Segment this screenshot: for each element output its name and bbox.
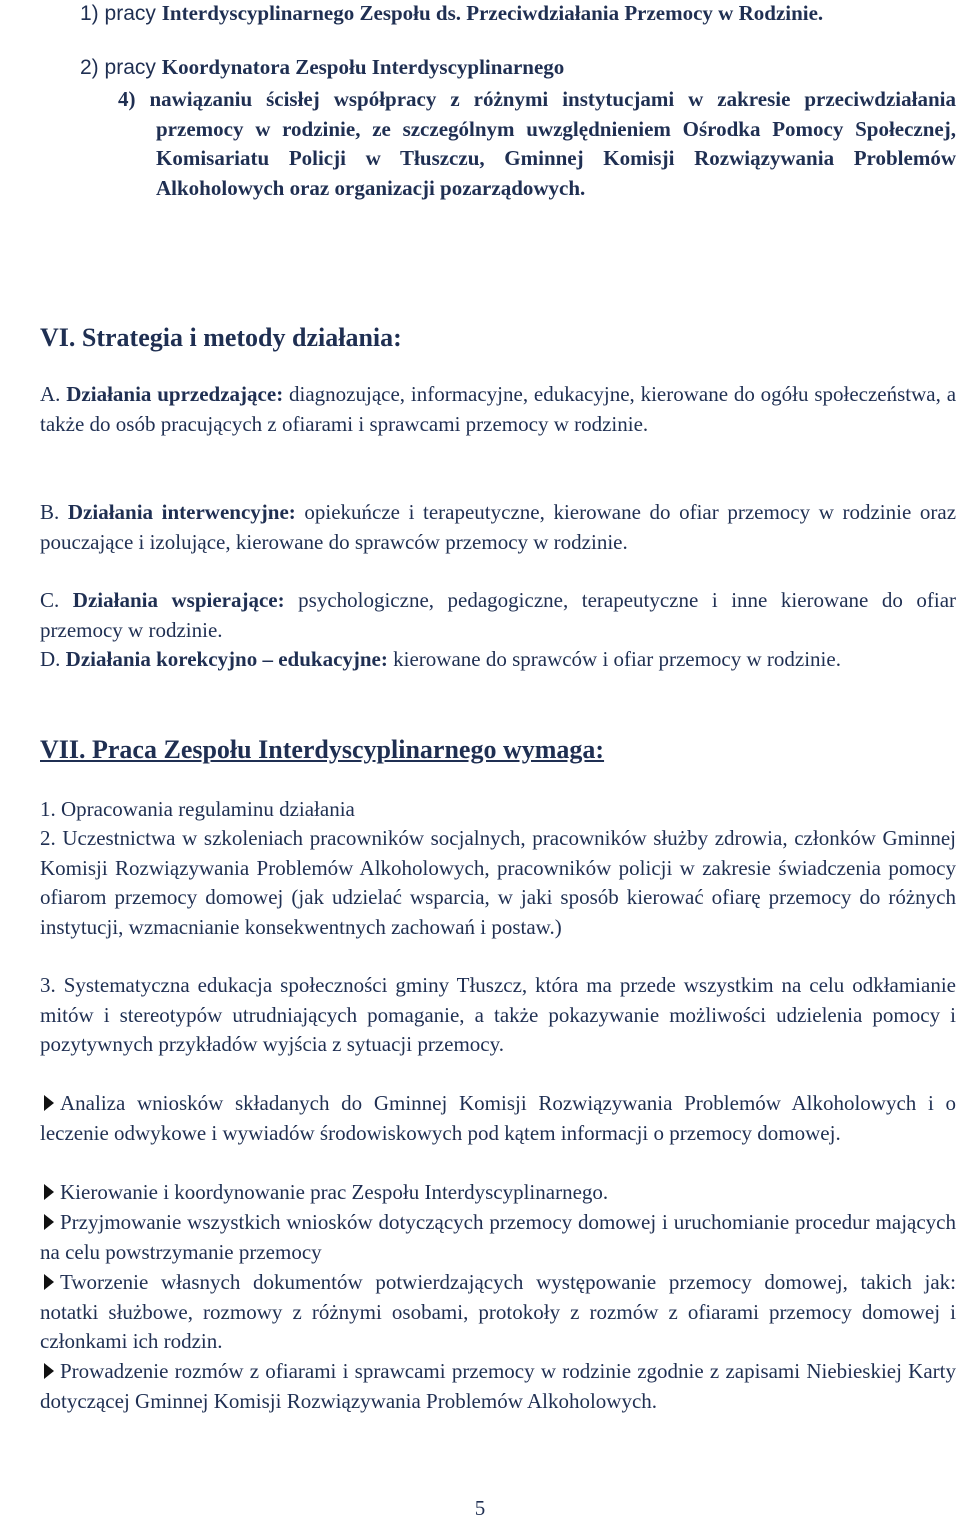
action-d-letter: D. [40,647,61,671]
bullet-item [40,1208,956,1267]
action-c-letter: C. [40,588,60,612]
action-a [40,380,956,439]
action-c-label: Działania wspierające: [72,588,285,612]
bullet-text: Prowadzenie rozmów z ofiarami i sprawcami przemocy w rodzinie zgodnie z zapisami Niebieskiej Karty dotyczącej Gminnej Komisji Rozwiązywania Problemów Alkoholowych. [40,1359,956,1413]
triangle-right-icon [44,1274,54,1290]
action-b-text: opiekuńcze i terapeutyczne, kierowane do ofiar przemocy w rodzinie oraz pouczające i izolujące, kierowane do sprawców przemocy w rodzinie. [40,500,957,554]
action-a-text: diagnozujące, informacyjne, edukacyjne, kierowane do ogółu społeczeństwa, a także do osób pracujących z ofiarami i sprawcami przemocy w rodzinie. [40,382,957,436]
requirement-2: 2. Uczestnictwa w szkoleniach pracowników socjalnych, pracowników służby zdrowia, członków Gminnej Komisji Rozwiązywania Problemów Alkoholowych, pracowników policji w zakresie świadczenia pomocy ofiarom przemocy domowej (jak udzielać wsparcia, w jaki sposób kierować ofiarę przemocy do różnych instytucji, wzmacnianie konsekwentnych zachowań i postaw.) [40,826,956,939]
requirement-3: 3. Systematyczna edukacja społeczności gminy Tłuszcz, która ma przede wszystkim na celu odkłamianie mitów i stereotypów utrudniających pomaganie, a także pokazywanie możliwości udzielenia pomocy i pozytywnych przykładów wyjścia z sytuacji przemocy. [40,973,956,1056]
page-number: 5 [474,1496,486,1520]
bullet-text: Kierowanie i koordynowanie prac Zespołu Interdyscyplinarnego. [60,1180,609,1204]
bullet-text: Analiza wniosków składanych do Gminnej Komisji Rozwiązywania Problemów Alkoholowych i o leczenie odwykowe i wywiadów środowiskowych pod kątem informacji o przemocy domowej. [40,1091,956,1145]
list-item-1 [40,0,920,27]
bullet-text: Przyjmowanie wszystkich wniosków dotyczących przemocy domowej i uruchomianie procedur mających na celu powstrzymanie przemocy [40,1210,956,1264]
action-c-text: psychologiczne, pedagogiczne, terapeutyczne i inne kierowane do ofiar przemocy w rodzinie. [40,588,957,642]
list-item-2-lead: pracy [104,56,156,79]
triangle-right-icon [44,1095,54,1111]
triangle-right-icon [44,1184,54,1200]
bullet-item [40,1089,956,1148]
action-d [40,645,956,675]
list-item-1-text: Interdyscyplinarnego Zespołu ds. Przeciwdziałania Przemocy w Rodzinie. [161,1,824,25]
action-b-letter: B. [40,500,60,524]
section-6-heading: VI. Strategia i metody działania: [40,323,402,352]
list-item-1-number: 1) [80,2,99,25]
requirement-1: 1. Opracowania regulaminu działania [40,797,355,821]
action-a-letter: A. [40,382,61,406]
list-item-2 [80,54,920,81]
action-a-label: Działania uprzedzające: [66,382,284,406]
list-item-2-number: 2) [80,56,99,79]
bullet-text: Tworzenie własnych dokumentów potwierdzających występowanie przemocy domowej, takich jak: notatki służbowe, rozmowy z różnymi osobami, protokoły z rozmów z ofiarami przemocy domowej i członkami ich rodzin. [40,1270,956,1353]
action-d-text: kierowane do sprawców i ofiar przemocy w rodzinie. [393,647,841,671]
action-b [40,498,956,557]
list-item-1-lead: pracy [104,2,156,25]
triangle-right-icon [44,1214,54,1230]
action-d-label: Działania korekcyjno – edukacyjne: [65,647,388,671]
bullet-item [40,1357,956,1416]
action-b-label: Działania interwencyjne: [67,500,296,524]
bullet-item [40,1268,956,1357]
list-item-2-text: Koordynatora Zespołu Interdyscyplinarnego [161,55,565,79]
list-item-4: 4) nawiązaniu ścisłej współpracy z różnymi instytucjami w zakresie przeciwdziałania przemocy w rodzinie, ze szczególnym uwzględnieniem Ośrodka Pomocy Społecznej, Komisariatu Policji w Tłuszczu, Gminnej Komisji Rozwiązywania Problemów Alkoholowych oraz organizacji pozarządowych. [118,87,956,200]
action-c [40,586,956,645]
bullet-item [40,1178,956,1208]
section-7-heading: VII. Praca Zespołu Interdyscyplinarnego wymaga: [40,735,605,764]
triangle-right-icon [44,1363,54,1379]
